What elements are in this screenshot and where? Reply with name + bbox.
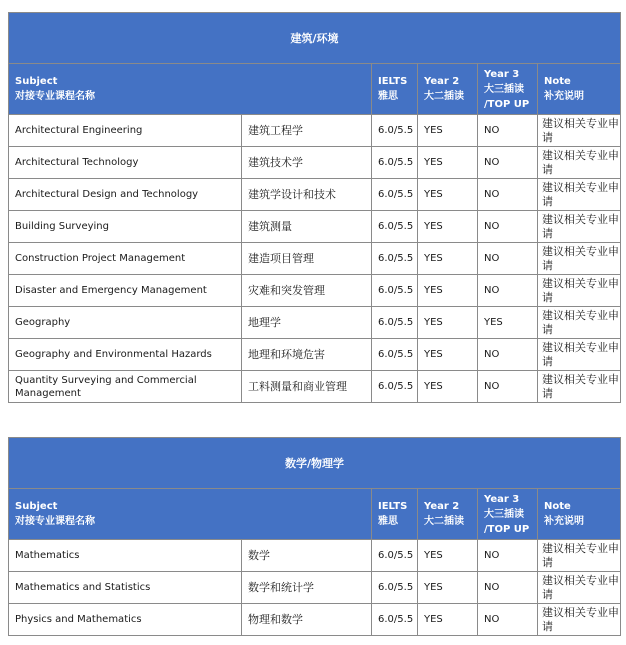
year3-cell: YES	[478, 307, 538, 339]
subject-cn-cell: 地理学	[242, 307, 372, 339]
subject-cell: Physics and Mathematics	[9, 604, 242, 636]
note-cell: 建议相关专业申请	[538, 339, 621, 371]
year3-cell: NO	[478, 339, 538, 371]
note-cell: 建议相关专业申请	[538, 371, 621, 403]
note-cell: 建议相关专业申请	[538, 604, 621, 636]
note-cell: 建议相关专业申请	[538, 307, 621, 339]
year3-cell: NO	[478, 211, 538, 243]
math-physics-table	[8, 437, 621, 636]
ielts-cell: 6.0/5.5	[372, 604, 418, 636]
ielts-cell: 6.0/5.5	[372, 339, 418, 371]
table-row	[9, 243, 621, 275]
note-cell: 建议相关专业申请	[538, 115, 621, 147]
year2-cell: YES	[418, 243, 478, 275]
subject-cell: Architectural Engineering	[9, 115, 242, 147]
header-subject: Subject 对接专业课程名称	[9, 489, 372, 540]
note-cell: 建议相关专业申请	[538, 275, 621, 307]
header-ielts: IELTS 雅思	[372, 489, 418, 540]
table-row	[9, 604, 621, 636]
subject-cn-cell: 数学和统计学	[242, 572, 372, 604]
subject-cn-cell: 建筑学设计和技术	[242, 179, 372, 211]
subject-cell: Quantity Surveying and Commercial Management	[9, 371, 242, 403]
subject-cell: Geography	[9, 307, 242, 339]
ielts-cell: 6.0/5.5	[372, 147, 418, 179]
ielts-cell: 6.0/5.5	[372, 572, 418, 604]
header-row	[9, 64, 621, 115]
year3-cell: NO	[478, 115, 538, 147]
ielts-cell: 6.0/5.5	[372, 115, 418, 147]
table-row	[9, 540, 621, 572]
year3-cell: NO	[478, 572, 538, 604]
table-row	[9, 572, 621, 604]
ielts-cell: 6.0/5.5	[372, 211, 418, 243]
subject-cell: Disaster and Emergency Management	[9, 275, 242, 307]
header-year2: Year 2 大二插读	[418, 64, 478, 115]
ielts-cell: 6.0/5.5	[372, 307, 418, 339]
subject-cell: Building Surveying	[9, 211, 242, 243]
subject-cell: Architectural Design and Technology	[9, 179, 242, 211]
year3-cell: NO	[478, 371, 538, 403]
header-year2: Year 2 大二插读	[418, 489, 478, 540]
year2-cell: YES	[418, 339, 478, 371]
table-row	[9, 339, 621, 371]
year3-cell: NO	[478, 243, 538, 275]
table-title-row	[9, 13, 621, 64]
year2-cell: YES	[418, 115, 478, 147]
ielts-cell: 6.0/5.5	[372, 275, 418, 307]
year2-cell: YES	[418, 572, 478, 604]
table-row	[9, 115, 621, 147]
header-row	[9, 489, 621, 540]
subject-cn-cell: 灾难和突发管理	[242, 275, 372, 307]
note-cell: 建议相关专业申请	[538, 147, 621, 179]
building-environment-table	[8, 12, 621, 403]
subject-cn-cell: 物理和数学	[242, 604, 372, 636]
header-ielts: IELTS 雅思	[372, 64, 418, 115]
subject-cn-cell: 地理和环境危害	[242, 339, 372, 371]
subject-cn-cell: 数学	[242, 540, 372, 572]
ielts-cell: 6.0/5.5	[372, 371, 418, 403]
subject-cell: Architectural Technology	[9, 147, 242, 179]
year2-cell: YES	[418, 147, 478, 179]
table-row	[9, 371, 621, 403]
year2-cell: YES	[418, 307, 478, 339]
header-note: Note 补充说明	[538, 64, 621, 115]
year3-cell: NO	[478, 147, 538, 179]
year2-cell: YES	[418, 211, 478, 243]
subject-cn-cell: 建筑测量	[242, 211, 372, 243]
table-title-row	[9, 438, 621, 489]
header-year3: Year 3 大三插读 /TOP UP	[478, 489, 538, 540]
note-cell: 建议相关专业申请	[538, 243, 621, 275]
year3-cell: NO	[478, 179, 538, 211]
subject-cell: Construction Project Management	[9, 243, 242, 275]
table-row	[9, 211, 621, 243]
year3-cell: NO	[478, 540, 538, 572]
ielts-cell: 6.0/5.5	[372, 243, 418, 275]
year3-cell: NO	[478, 275, 538, 307]
year3-cell: NO	[478, 604, 538, 636]
note-cell: 建议相关专业申请	[538, 179, 621, 211]
note-cell: 建议相关专业申请	[538, 572, 621, 604]
subject-cn-cell: 建造项目管理	[242, 243, 372, 275]
year2-cell: YES	[418, 275, 478, 307]
table-row	[9, 179, 621, 211]
year2-cell: YES	[418, 371, 478, 403]
year2-cell: YES	[418, 540, 478, 572]
header-note: Note 补充说明	[538, 489, 621, 540]
year2-cell: YES	[418, 604, 478, 636]
subject-cell: Mathematics and Statistics	[9, 572, 242, 604]
subject-cn-cell: 建筑技术学	[242, 147, 372, 179]
table-title: 建筑/环境	[9, 13, 621, 64]
table-title: 数学/物理学	[9, 438, 621, 489]
year2-cell: YES	[418, 179, 478, 211]
ielts-cell: 6.0/5.5	[372, 540, 418, 572]
table-row	[9, 147, 621, 179]
table-row	[9, 275, 621, 307]
note-cell: 建议相关专业申请	[538, 211, 621, 243]
note-cell: 建议相关专业申请	[538, 540, 621, 572]
header-year3: Year 3 大三插读 /TOP UP	[478, 64, 538, 115]
table-row	[9, 307, 621, 339]
header-subject: Subject 对接专业课程名称	[9, 64, 372, 115]
subject-cn-cell: 建筑工程学	[242, 115, 372, 147]
ielts-cell: 6.0/5.5	[372, 179, 418, 211]
subject-cell: Mathematics	[9, 540, 242, 572]
subject-cell: Geography and Environmental Hazards	[9, 339, 242, 371]
subject-cn-cell: 工料测量和商业管理	[242, 371, 372, 403]
